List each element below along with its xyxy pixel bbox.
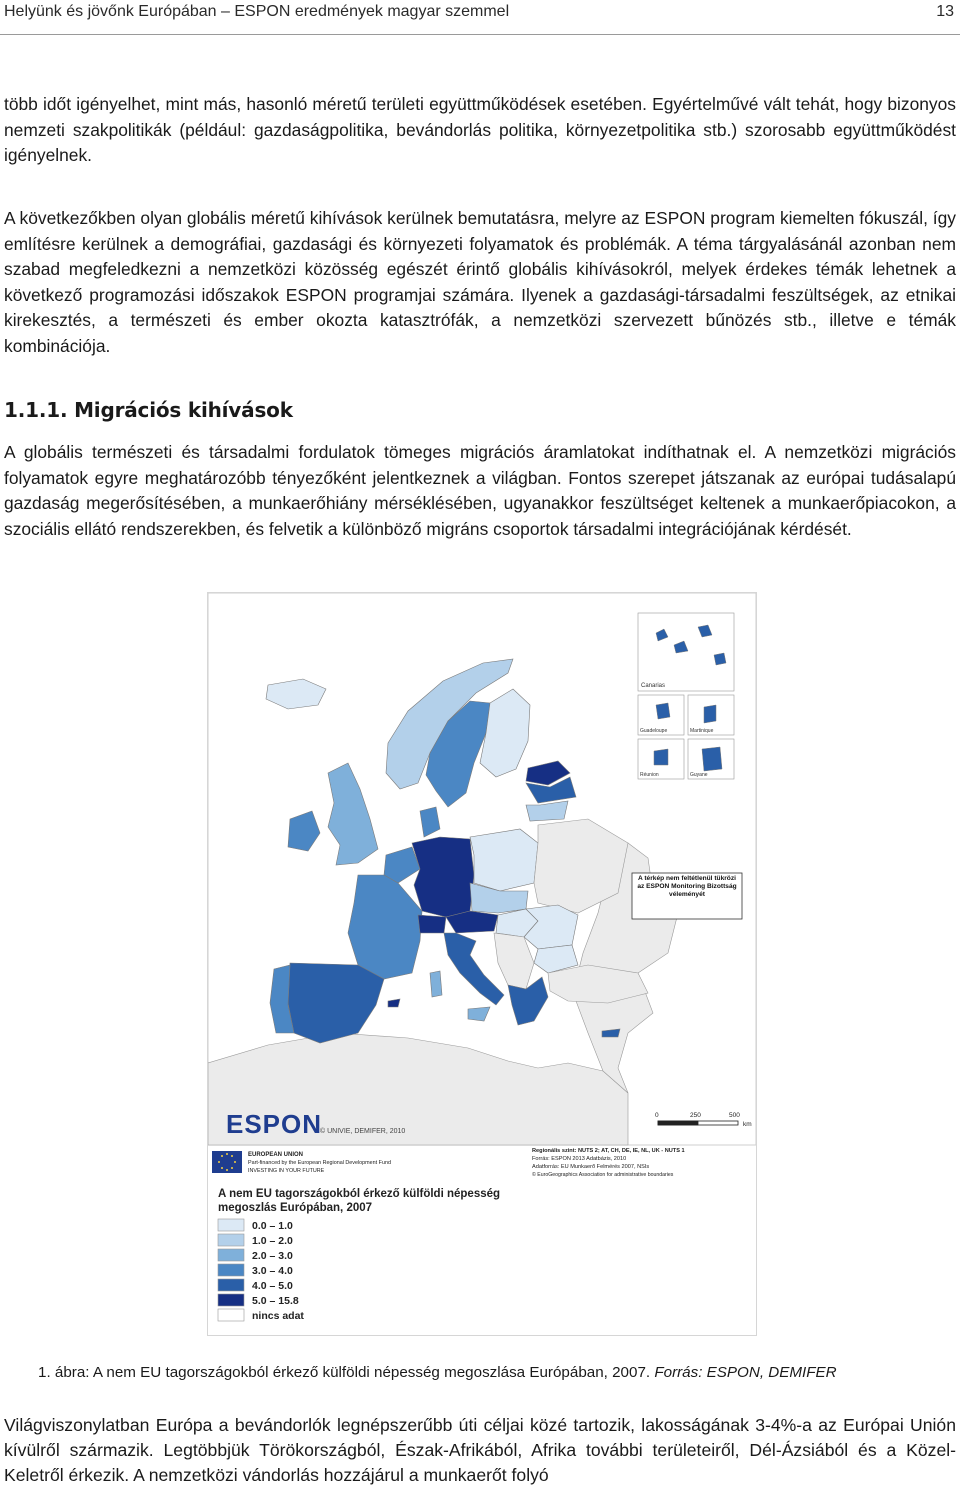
legend-label: 5.0 – 15.8 [252, 1295, 299, 1307]
map-note-text: A térkép nem feltétlenül tükrözi az ESPON Monitoring Bizottság véleményét [637, 875, 737, 899]
page-header [0, 0, 960, 35]
scale-label-250: 250 [690, 1112, 701, 1119]
eu-line-1: EUROPEAN UNION [248, 1152, 304, 1158]
body-paragraph-2: A következőkben olyan globális méretű kihívások kerülnek bemutatásra, melyre az ESPON program kiemelten fókuszál, így említésre kerülnek a demográfiai, gazdasági és környezeti folyamatok és problémák. A téma tárgyalásánál azonban nem szabad megfeledkezni a nemzetközi közösség egészét érintő globális kihívásokról, melyek érdekes témák lehetnek a következő programozási időszakok ESPON programjai számára. Ilyenek a gazdasági-társadalmi feszültségek, az etnikai kirekesztés, a természeti és ember okozta katasztrófák, a nemzetközi szervezett bűnözés stb., illetve e témák kombinációja. [4, 208, 956, 356]
legend-label: 0.0 – 1.0 [252, 1220, 293, 1232]
legend-title-1: A nem EU tagországokból érkező külföldi népesség [218, 1188, 501, 1200]
switzerland [418, 915, 446, 933]
inset-label-guadeloupe: Guadeloupe [640, 728, 668, 734]
source-line-2: Forrás: ESPON 2013 Adatbázis, 2010 [532, 1156, 627, 1162]
caption-source: Forrás: ESPON, DEMIFER [654, 1364, 837, 1381]
body-paragraph-1: több időt igényelhet, mint más, hasonló méretű területi együttműködések esetében. Egyértelművé vált tehát, hogy bizonyos nemzeti szakpolitikák (például: gazdaságpolitika, bevándorlás politika, környezetpolitika stb.) szorosabb együttműködést igényelnek. [4, 94, 956, 166]
body-paragraph-4: Világviszonylatban Európa a bevándorlók legnépszerűbb úti céljai közé tartozik, lakosságának 3-4%-a az Európai Unión kívülről származik. Legtöbbjük Törökországból, Észak-Afrikából, Afrika további területeiről, Dél-Ázsiából és a Közel-Keletről érkezik. A nemzetközi vándorlás hozzájárul a munkaerőt folyó [4, 1415, 956, 1485]
scale-bar [658, 1121, 738, 1125]
running-title: Helyünk és jövőnk Európában – ESPON eredmények magyar szemmel [4, 3, 510, 20]
legend-swatch [218, 1264, 244, 1276]
caption-text: 1. ábra: A nem EU tagországokból érkező külföldi népesség megoszlása Európában, 2007. [38, 1364, 651, 1381]
map-credit: © UNIVIE, DEMIFER, 2010 [320, 1128, 406, 1135]
section-number: 1.1.1. [4, 398, 68, 422]
sardinia [430, 971, 442, 997]
section-title: Migrációs kihívások [74, 398, 293, 422]
legend-swatch [218, 1294, 244, 1306]
legend-title-2: megoszlás Európában, 2007 [218, 1202, 373, 1214]
legend-label: nincs adat [252, 1310, 304, 1322]
espon-logo: ESPON [226, 1109, 323, 1139]
legend [218, 1219, 304, 1322]
legend-label: 2.0 – 3.0 [252, 1250, 293, 1262]
legend-swatch [218, 1234, 244, 1246]
source-line-1: Regionális szint: NUTS 2; AT, CH, DE, IE, NL, UK - NUTS 1 [532, 1148, 685, 1154]
section-heading [4, 398, 293, 422]
source-line-4: © EuroGeographics Association for administrative boundaries [532, 1172, 674, 1178]
source-line-3: Adatforrás: EU Munkaerő Felmérés 2007, NSIs [532, 1164, 650, 1170]
inset-label-guyane: Guyane [690, 772, 708, 778]
legend-swatch [218, 1249, 244, 1261]
legend-swatch [218, 1279, 244, 1291]
map-figure [207, 592, 757, 1336]
figure-caption [38, 1363, 938, 1383]
scale-label-0: 0 [655, 1112, 659, 1119]
page-number: 13 [936, 3, 954, 20]
inset-label-reunion: Réunion [640, 772, 659, 778]
poland [470, 829, 538, 891]
legend-label: 3.0 – 4.0 [252, 1265, 293, 1277]
body-paragraph-3: A globális természeti és társadalmi fordulatok tömeges migrációs áramlatokat indíthatnak el. A nemzetközi migrációs folyamatok egyre meghatározóbb tényezőként jelentkeznek a világban. Fontos szerepet játszanak az európai tudásalapú gazdaság megerősítésében, a munkaerőhiány mérséklésében, ugyanakkor feszültséget keltenek a munkaerőpiacokon, a szociális ellátó rendszerekben, és felvetik a különböző migráns csoportok társadalmi integrációjának kérdését. [4, 442, 956, 539]
inset-label-canarias: Canarias [641, 683, 666, 689]
legend-label: 4.0 – 5.0 [252, 1280, 293, 1292]
legend-label: 1.0 – 2.0 [252, 1235, 293, 1247]
scale-label-500: 500 [729, 1112, 740, 1119]
europe-map-svg [208, 593, 756, 1335]
legend-swatch [218, 1219, 244, 1231]
legend-swatch [218, 1309, 244, 1321]
inset-label-martinique: Martinique [690, 728, 714, 734]
eu-line-3: INVESTING IN YOUR FUTURE [248, 1168, 325, 1174]
germany [412, 837, 474, 917]
eu-line-2: Part-financed by the European Regional Development Fund [248, 1160, 391, 1166]
scale-unit: km [743, 1121, 752, 1128]
